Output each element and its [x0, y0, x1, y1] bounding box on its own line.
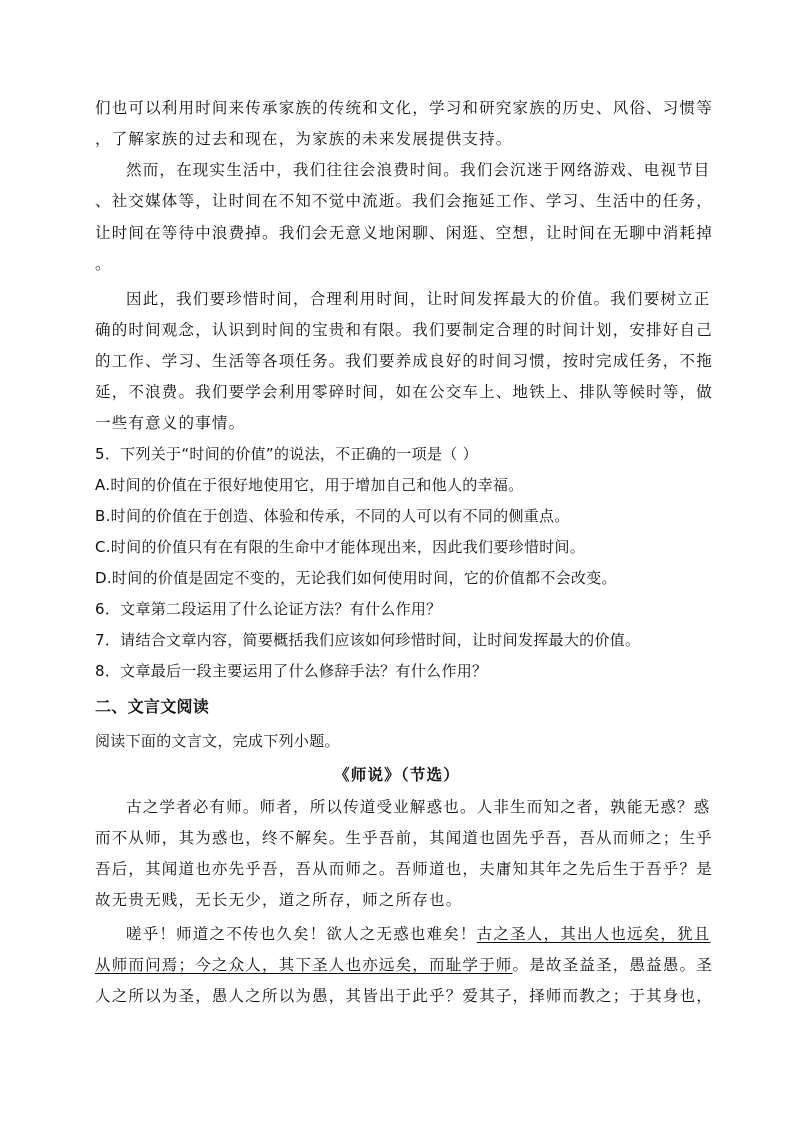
- section-instruction: 阅读下面的文言文，完成下列小题。: [95, 732, 340, 750]
- passage-line: [126, 922, 711, 944]
- essay-line: 的工作、学习、生活等各项任务。我们要养成良好的时间习惯，按时完成任务，不拖: [95, 352, 713, 370]
- passage-line: 古之学者必有师。师者，所以传道受业解惑也。人非生而知之者，孰能无惑？惑: [126, 798, 711, 816]
- passage-line: [95, 953, 713, 975]
- question-8: 8．文章最后一段主要运用了什么修辞手法？有什么作用？: [95, 662, 488, 680]
- question-6: 6．文章第二段运用了什么论证方法？有什么作用？: [95, 600, 442, 618]
- essay-line: 。: [95, 255, 112, 273]
- section-heading: 二、文言文阅读: [95, 697, 210, 716]
- passage-line: 故无贵无贱，无长无少，道之所存，师之所存也。: [95, 891, 463, 909]
- essay-line: 确的时间观念，认识到时间的宝贵和有限。我们要制定合理的时间计划，安排好自己: [95, 321, 713, 339]
- passage-text: 。是故圣益圣，愚益愚。圣: [512, 956, 713, 974]
- essay-line: 们也可以利用时间来传承家族的传统和文化，学习和研究家族的历史、风俗、习惯等: [95, 99, 713, 117]
- question-5: 5．下列关于“时间的价值”的说法，不正确的一项是（ ）: [95, 445, 478, 463]
- underlined-sentence: 从师而问焉；今之众人，其下圣人也亦远矣，而耻学于师: [95, 956, 513, 974]
- option-a: A.时间的价值在于很好地使用它，用于增加自己和他人的幸福。: [95, 476, 524, 494]
- essay-line: 一些有意义的事情。: [95, 414, 246, 432]
- essay-line: 让时间在等待中浪费掉。我们会无意义地闲聊、闲逛、空想，让时间在无聊中消耗掉: [95, 224, 713, 242]
- underlined-sentence: 古之圣人，其出人也远矣，犹且: [476, 925, 711, 943]
- passage-text: 嗟乎！师道之不传也久矣！欲人之无惑也难矣！: [126, 925, 477, 943]
- essay-line: ，了解家族的过去和现在，为家族的未来发展提供支持。: [95, 130, 513, 148]
- essay-line: 、社交媒体等，让时间在不知不觉中流逝。我们会拖延工作、学习、生活中的任务，: [95, 192, 713, 210]
- option-c: C.时间的价值只有在有限的生命中才能体现出来，因此我们要珍惜时间。: [95, 538, 586, 556]
- essay-line: 因此，我们要珍惜时间，合理利用时间，让时间发挥最大的价值。我们要树立正: [126, 290, 711, 308]
- essay-line: 然而，在现实生活中，我们往往会浪费时间。我们会沉迷于网络游戏、电视节目: [126, 161, 711, 179]
- essay-line: 延，不浪费。我们要学会利用零碎时间，如在公交车上、地铁上、排队等候时等，做: [95, 383, 713, 401]
- passage-line: 而不从师，其为惑也，终不解矣。生乎吾前，其闻道也固先乎吾，吾从而师之；生乎: [95, 829, 713, 847]
- passage-line: 吾后，其闻道也亦先乎吾，吾从而师之。吾师道也，夫庸知其年之先后生于吾乎？是: [95, 860, 713, 878]
- question-7: 7．请结合文章内容，简要概括我们应该如何珍惜时间，让时间发挥最大的价值。: [95, 631, 641, 649]
- passage-title: 《师说》（节选）: [334, 765, 460, 784]
- option-d: D.时间的价值是固定不变的，无论我们如何使用时间，它的价值都不会改变。: [95, 569, 617, 587]
- passage-line: 人之所以为圣，愚人之所以为愚，其皆出于此乎？爱其子，择师而教之；于其身也，: [95, 987, 713, 1005]
- option-b: B.时间的价值在于创造、体验和传承，不同的人可以有不同的侧重点。: [95, 507, 570, 525]
